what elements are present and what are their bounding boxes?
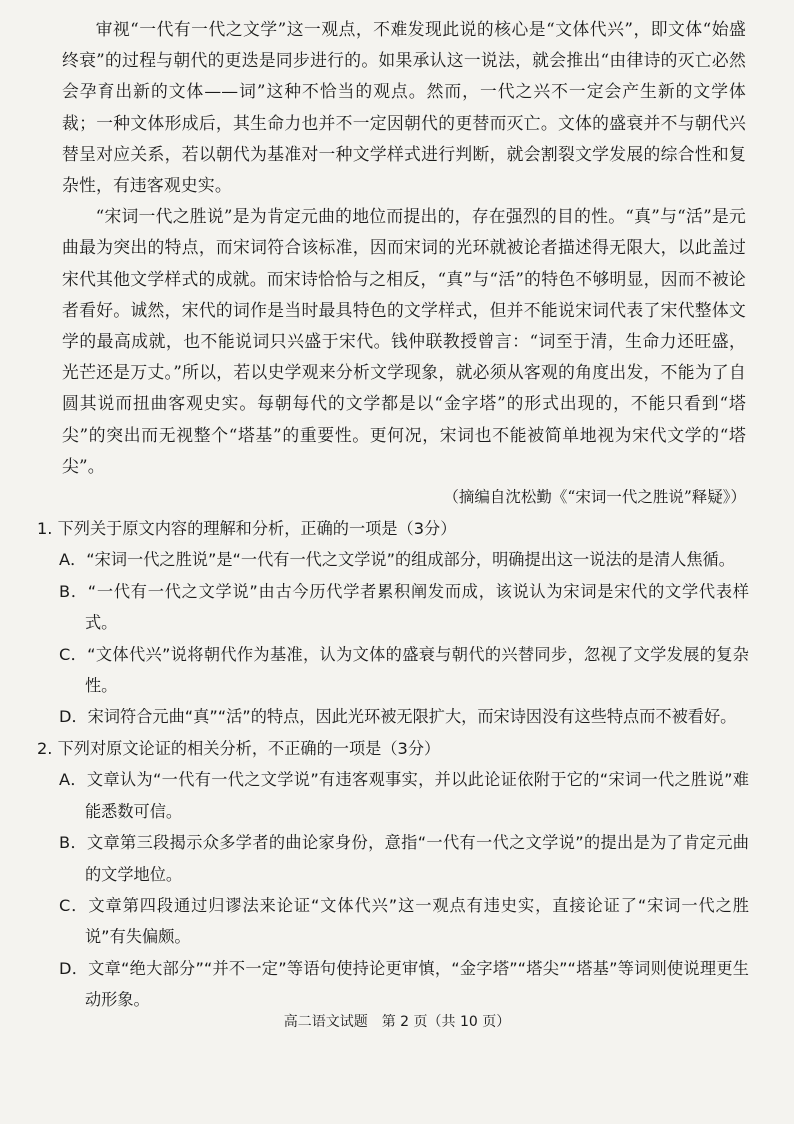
question-2-option-b: B．文章第三段揭示众多学者的曲论家身份，意指“一代有一代之文学说”的提出是为了肯定元曲的文学地位。 bbox=[59, 833, 749, 884]
exam-page bbox=[37, 14, 749, 1016]
question-1-option-b: B．“一代有一代之文学说”由古今历代学者累积阐发而成，该说认为宋词是宋代的文学代表样式。 bbox=[59, 581, 749, 633]
question-1-option-d: D．宋词符合元曲“真”“活”的特点，因此光环被无限扩大，而宋诗因没有这些特点而不被看好。 bbox=[59, 707, 737, 727]
passage-paragraph-1: 审视“一代有一代之文学”这一观点，不难发现此说的核心是“文体代兴”，即文体“始盛终衰”的过程与朝代的更迭是同步进行的。如果承认这一说法，就会推出“由律诗的灭亡必然会孕育出新的文体——词”这种不恰当的观点。然而，一代之兴不一定会产生新的文学体裁；一种文体形成后，其生命力也并不一定因朝代的更替而灭亡。文体的盛衰并不与朝代兴替呈对应关系，若以朝代为基准对一种文学样式进行判断，就会割裂文学发展的综合性和复杂性，有违客观史实。 bbox=[62, 19, 746, 196]
passage-source: （摘编自沈松勤《“宋词一代之胜说”释疑》） bbox=[443, 488, 746, 507]
question-2-stem: 2. 下列对原文论证的相关分析，不正确的一项是（3分） bbox=[37, 738, 441, 758]
question-2 bbox=[36, 733, 749, 1016]
question-2-option-d: D．文章“绝大部分”“并不一定”等语句使持论更审慎，“金字塔”“塔尖”“塔基”等词则使说理更生动形象。 bbox=[59, 958, 749, 1010]
passage-paragraph-2: “宋词一代之胜说”是为肯定元曲的地位而提出的，存在强烈的目的性。“真”与“活”是元曲最为突出的特点，而宋词符合该标准，因而宋词的光环就被论者描述得无限大，以此盖过宋代其他文学样式的成就。而宋诗恰恰与之相反，“真”与“活”的特色不够明显，因而不被论者看好。诚然，宋代的词作是当时最具特色的文学样式，但并不能说宋词代表了宋代整体文学的最高成就，也不能说词只兴盛于宋代。钱仲联教授曾言：“词至于清，生命力还旺盛，光芒还是万丈。”所以，若以史学观来分析文学现象，就必须从客观的角度出发，不能为了自圆其说而扭曲客观史实。每朝每代的文学都是以“金字塔”的形式出现的，不能只看到“塔尖”的突出而无视整个“塔基”的重要性。更何况，宋词也不能被简单地视为宋代文学的“塔尖”。 bbox=[62, 206, 746, 476]
question-1-option-a: A．“宋词一代之胜说”是“一代有一代之文学说”的组成部分，明确提出这一说法的是清人焦循。 bbox=[59, 550, 735, 570]
question-1-option-c: C．“文体代兴”说将朝代作为基准，认为文体的盛衰与朝代的兴替同步，忽视了文学发展的复杂性。 bbox=[59, 644, 749, 696]
question-2-option-a: A．文章认为“一代有一代之文学说”有违客观事实，并以此论证依附于它的“宋词一代之胜说”难能悉数可信。 bbox=[59, 770, 749, 821]
question-2-option-c: C．文章第四段通过归谬法来论证“文体代兴”这一观点有违史实，直接论证了“宋词一代之胜说”有失偏颇。 bbox=[59, 895, 749, 947]
question-1-stem: 1. 下列关于原文内容的理解和分析，正确的一项是（3分） bbox=[37, 519, 457, 539]
page-footer: 高二语文试题 第 2 页（共 10 页） bbox=[283, 1014, 511, 1030]
question-1 bbox=[36, 513, 749, 733]
